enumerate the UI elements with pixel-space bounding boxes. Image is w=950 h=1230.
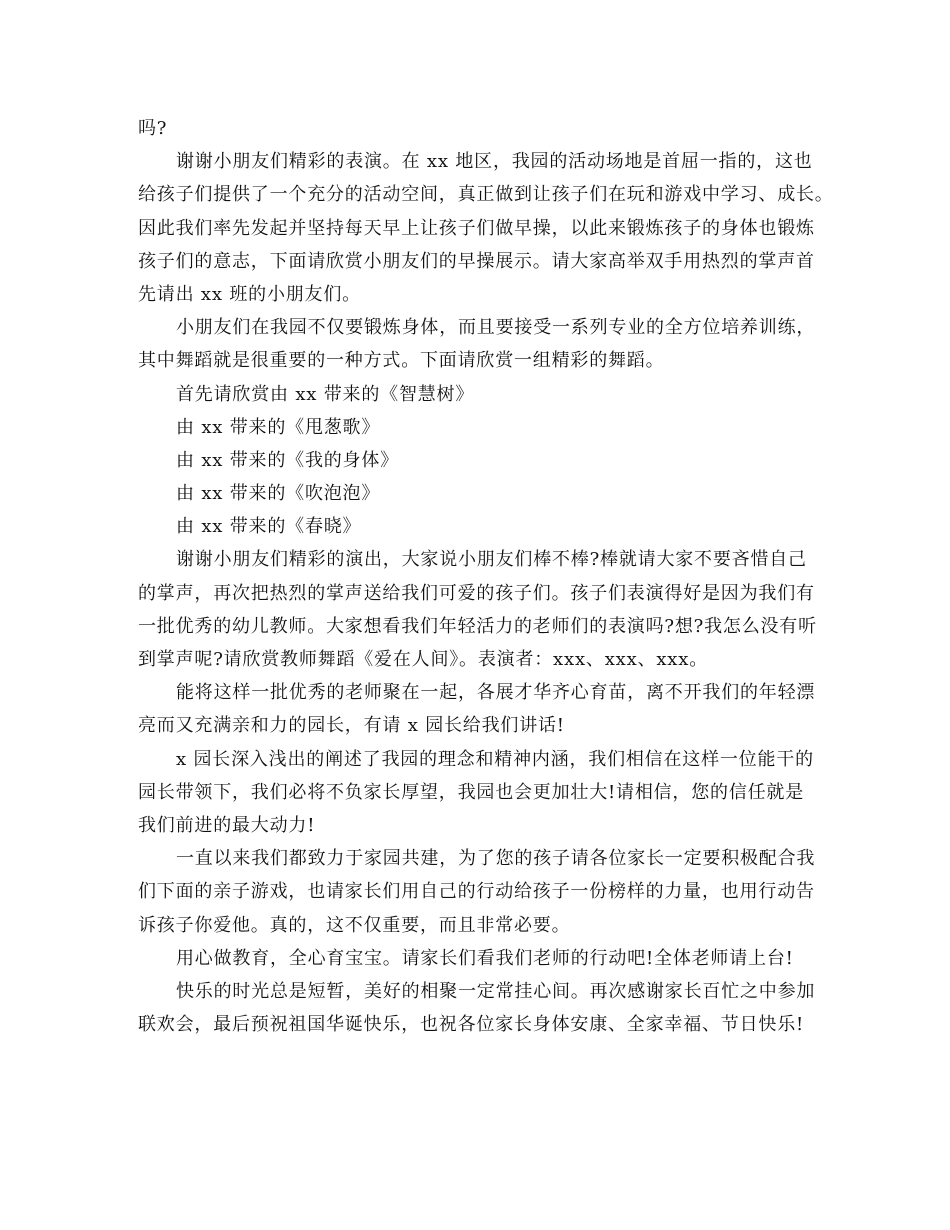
text-line: 园长带领下，我们必将不负家长厚望，我园也会更加壮大!请相信，您的信任就是 <box>138 781 805 803</box>
text-line: 谢谢小朋友们精彩的演出，大家说小朋友们棒不棒?棒就请大家不要吝惜自己 <box>176 549 807 571</box>
text-line: x 园长深入浅出的阐述了我园的理念和精神内涵，我们相信在这样一位能干的 <box>176 748 814 770</box>
text-line: 一直以来我们都致力于家园共建，为了您的孩子请各位家长一定要积极配合我 <box>176 848 816 870</box>
text-line: 吗? <box>138 118 168 139</box>
text-line: 亮而又充满亲和力的园长，有请 x 园长给我们讲话! <box>138 715 565 737</box>
text-line: 由 xx 带来的《吹泡泡》 <box>176 483 381 505</box>
text-line: 一批优秀的幼儿教师。大家想看我们年轻活力的老师们的表演吗?想?我怎么没有听 <box>138 615 817 637</box>
text-line: 的掌声，再次把热烈的掌声送给我们可爱的孩子们。孩子们表演得好是因为我们有 <box>138 582 815 604</box>
text-line: 我们前进的最大动力! <box>138 814 316 836</box>
text-line: 联欢会，最后预祝祖国华诞快乐，也祝各位家长身体安康、全家幸福、节日快乐! <box>138 1014 805 1036</box>
text-line: 能将这样一批优秀的老师聚在一起，各展才华齐心育苗，离不开我们的年轻漂 <box>176 682 816 704</box>
text-line: 由 xx 带来的《我的身体》 <box>176 449 399 471</box>
text-line: 们下面的亲子游戏，也请家长们用自己的行动给孩子一份榜样的力量，也用行动告 <box>138 881 815 903</box>
text-line: 先请出 xx 班的小朋友们。 <box>138 283 361 305</box>
text-line: 首先请欣赏由 xx 带来的《智慧树》 <box>176 383 475 405</box>
text-line: 小朋友们在我园不仅要锻炼身体，而且要接受一系列专业的全方位培养训练， <box>176 317 816 339</box>
text-line: 用心做教育，全心育宝宝。请家长们看我们老师的行动吧!全体老师请上台! <box>176 947 794 969</box>
text-line: 到掌声呢?请欣赏教师舞蹈《爱在人间》。表演者：xxx、xxx、xxx。 <box>138 649 709 670</box>
text-line: 快乐的时光总是短暂，美好的相聚一定常挂心间。再次感谢家长百忙之中参加 <box>176 980 816 1002</box>
text-line: 因此我们率先发起并坚持每天早上让孩子们做早操，以此来锻炼孩子的身体也锻炼 <box>138 217 815 239</box>
text-line: 孩子们的意志，下面请欣赏小朋友们的早操展示。请大家高举双手用热烈的掌声首 <box>138 250 815 272</box>
text-line: 诉孩子你爱他。真的，这不仅重要，而且非常必要。 <box>138 914 571 936</box>
text-line: 其中舞蹈就是很重要的一种方式。下面请欣赏一组精彩的舞蹈。 <box>138 350 665 372</box>
document-body <box>138 112 834 1041</box>
text-line: 谢谢小朋友们精彩的表演。在 xx 地区，我园的活动场地是首屈一指的，这也 <box>176 151 813 173</box>
text-line: 由 xx 带来的《甩葱歌》 <box>176 416 381 438</box>
text-line: 给孩子们提供了一个充分的活动空间，真正做到让孩子们在玩和游戏中学习、成长。 <box>138 184 834 206</box>
text-line: 由 xx 带来的《春晓》 <box>176 516 362 538</box>
